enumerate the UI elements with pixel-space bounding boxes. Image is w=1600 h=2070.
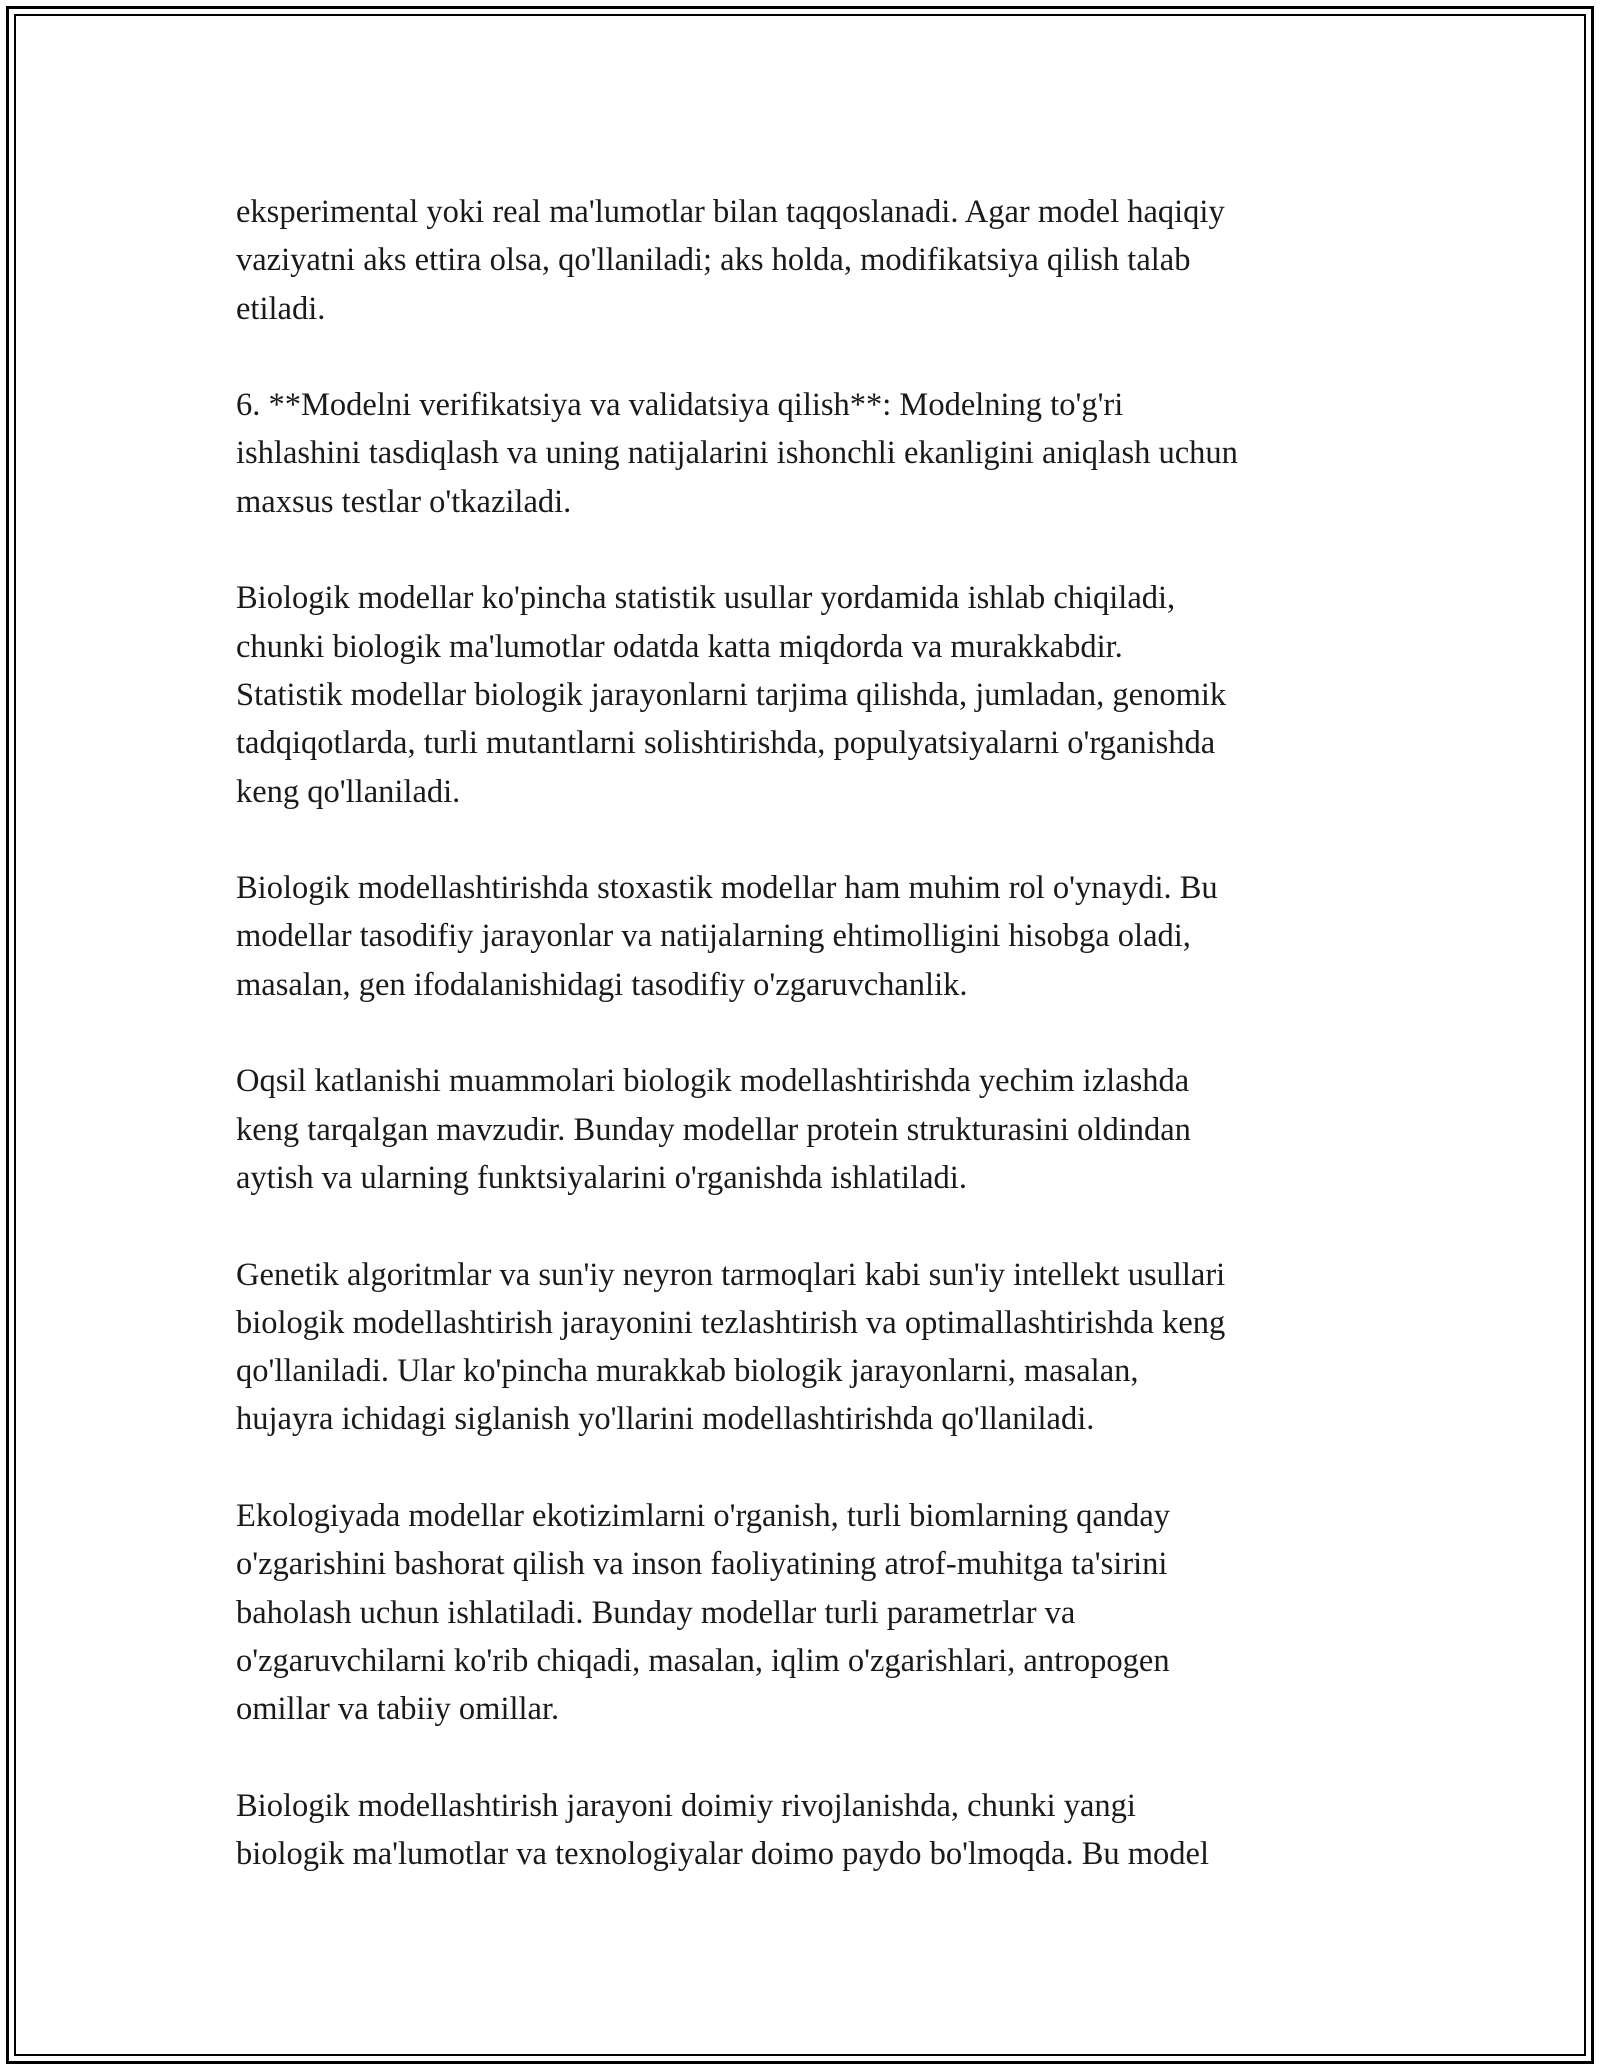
text-line: Statistik modellar biologik jarayonlarni tarjima qilishda, jumladan, genomik [236,676,1227,713]
text-line: maxsus testlar o'tkaziladi. [236,483,572,520]
paragraph [236,188,1376,333]
text-line: baholash uchun ishlatiladi. Bunday modellar turli parametrlar va [236,1594,1076,1631]
text-line: o'zgarishini bashorat qilish va inson faoliyatining atrof-muhitga ta'sirini [236,1546,1168,1583]
text-line: biologik ma'lumotlar va texnologiyalar doimo paydo bo'lmoqda. Bu model [236,1836,1210,1873]
text-line: modellar tasodifiy jarayonlar va natijalarning ehtimolligini hisobga oladi, [236,918,1191,955]
text-line: etiladi. [236,290,326,327]
text-line: vaziyatni aks ettira olsa, qo'llaniladi; aks holda, modifikatsiya qilish talab [236,242,1191,279]
text-line: chunki biologik ma'lumotlar odatda katta miqdorda va murakkabdir. [236,628,1123,665]
text-line: Biologik modellashtirish jarayoni doimiy rivojlanishda, chunki yangi [236,1787,1136,1824]
text-line: eksperimental yoki real ma'lumotlar bilan taqqoslanadi. Agar model haqiqiy [236,194,1225,230]
paragraph [236,864,1376,1009]
text-line: Ekologiyada modellar ekotizimlarni o'rganish, turli biomlarning qanday [236,1498,1170,1535]
text-line: ishlashini tasdiqlash va uning natijalarini ishonchli ekanligini aniqlash uchun [236,435,1238,472]
text-line: aytish va ularning funktsiyalarini o'rganishda ishlatiladi. [236,1159,967,1196]
paragraph [236,381,1376,526]
text-line: keng tarqalgan mavzudir. Bunday modellar protein strukturasini oldindan [236,1111,1191,1148]
text-line: Biologik modellashtirishda stoxastik modellar ham muhim rol o'ynaydi. Bu [236,870,1218,907]
text-line: omillar va tabiiy omillar. [236,1691,560,1728]
paragraph [236,1057,1376,1202]
text-line: Oqsil katlanishi muammolari biologik modellashtirishda yechim izlashda [236,1063,1190,1100]
text-line: biologik modellashtirish jarayonini tezlashtirish va optimallashtirishda keng [236,1304,1226,1341]
text-line: 6. **Modelni verifikatsiya va validatsiya qilish**: Modelning to'g'ri [236,387,1124,424]
paragraph [236,1782,1376,1879]
text-line: qo'llaniladi. Ular ko'pincha murakkab biologik jarayonlarni, masalan, [236,1353,1139,1390]
text-line: Genetik algoritmlar va sun'iy neyron tarmoqlari kabi sun'iy intellekt usullari [236,1256,1226,1293]
text-line: o'zgaruvchilarni ko'rib chiqadi, masalan, iqlim o'zgarishlari, antropogen [236,1642,1170,1679]
paragraph [236,574,1376,815]
text-line: Biologik modellar ko'pincha statistik usullar yordamida ishlab chiqiladi, [236,580,1176,617]
text-line: keng qo'llaniladi. [236,773,461,810]
text-line: hujayra ichidagi siglanish yo'llarini modellashtirishda qo'llaniladi. [236,1401,1095,1438]
paragraph [236,1492,1376,1733]
text-line: tadqiqotlarda, turli mutantlarni solishtirishda, populyatsiyalarni o'rganishda [236,725,1216,762]
document-body [236,188,1376,1927]
text-line: masalan, gen ifodalanishidagi tasodifiy o'zgaruvchanlik. [236,966,968,1003]
paragraph [236,1251,1376,1444]
